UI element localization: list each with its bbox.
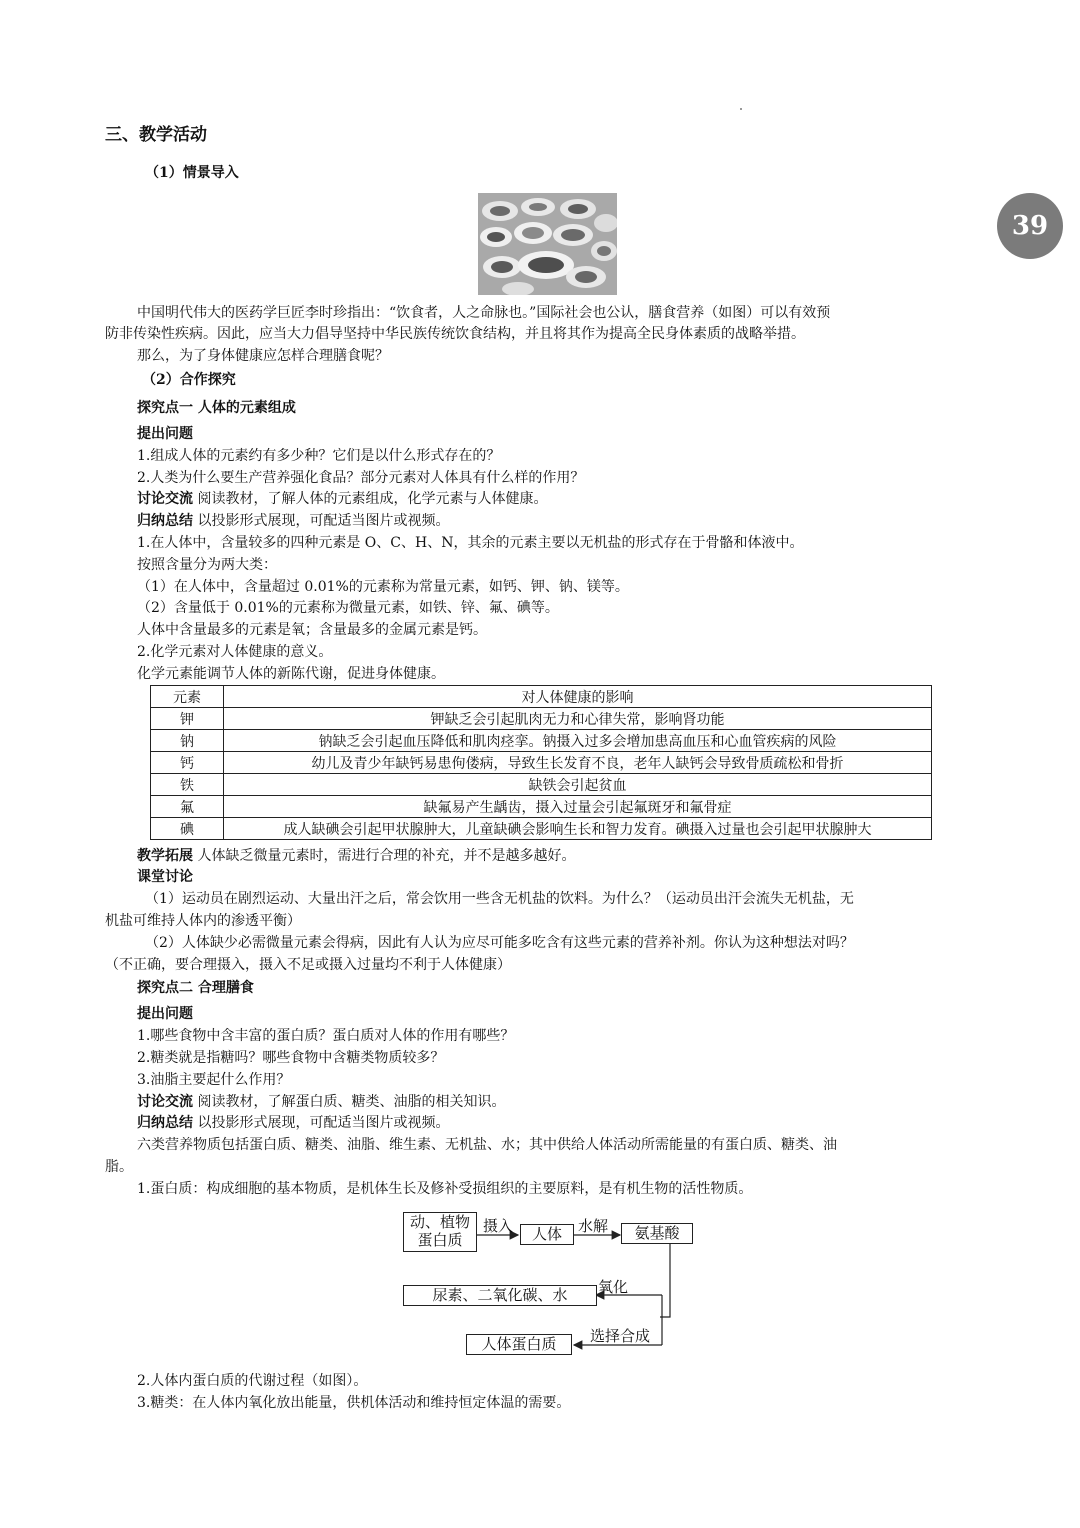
coop-heading: （2）合作探究: [142, 372, 236, 388]
table-row: [151, 818, 932, 840]
flow-box-products: 尿素、二氧化碳、水: [403, 1285, 597, 1306]
flow-box-human-protein: 人体蛋白质: [466, 1334, 572, 1355]
table-cell-effect: 缺氟易产生龋齿，摄入过量会引起氟斑牙和氟骨症: [224, 796, 932, 818]
six-nutrients-line2: 脂。: [105, 1159, 133, 1175]
six-nutrients-line1: 六类营养物质包括蛋白质、糖类、油脂、维生素、无机盐、水；其中供给人体活动所需能量的有蛋白质、糖类、油: [137, 1137, 837, 1153]
point1-q1: 1.组成人体的元素约有多少种？它们是以什么形式存在的？: [137, 448, 501, 464]
discuss-text: 阅读教材，了解人体的元素组成，化学元素与人体健康。: [193, 491, 548, 507]
point2-discuss: [137, 1092, 505, 1112]
flow-food-protein-line1: 动、植物: [409, 1213, 470, 1231]
point2-q3: 3.油脂主要起什么作用？: [137, 1072, 291, 1088]
ext-text: 人体缺乏微量元素时，需进行合理的补充，并不是越多越好。: [193, 848, 576, 864]
point1-s1: 1.在人体中，含量较多的四种元素是 O、C、H、N，其余的元素主要以无机盐的形式存在于骨骼和体液中。: [137, 535, 804, 551]
flow-food-protein-line2: 蛋白质: [417, 1231, 463, 1249]
summary-label: 归纳总结: [137, 513, 193, 529]
summary-text: 以投影形式展现，可配适当图片或视频。: [193, 513, 450, 529]
discuss-q2-line2: （不正确，要合理摄入，摄入不足或摄入过量均不利于人体健康）: [105, 957, 511, 973]
table-cell-element: 钙: [151, 752, 224, 774]
table-cell-element: 氟: [151, 796, 224, 818]
discuss-q1-line2: 机盐可维持人体内的渗透平衡）: [105, 913, 301, 929]
discuss-q1-line1: （1）运动员在剧烈运动、大量出汗之后，常会饮用一些含无机盐的饮料。为什么？（运动员出汗会流失无机盐，无: [145, 891, 854, 907]
scene-heading: （1）情景导入: [145, 165, 239, 181]
flow-label-oxidize: 氧化: [598, 1278, 629, 1296]
discuss-label: 讨论交流: [137, 1094, 193, 1110]
flow-label-hydrolysis: 水解: [578, 1217, 609, 1235]
table-row: [151, 708, 932, 730]
table-header-effect: 对人体健康的影响: [224, 686, 932, 708]
ext-label: 教学拓展: [137, 848, 193, 864]
point1-title: 探究点一 人体的元素组成: [137, 400, 296, 416]
point1-s6: 2.化学元素对人体健康的意义。: [137, 644, 333, 660]
flow-label-ingest: 摄入: [483, 1217, 514, 1235]
discuss-label: 讨论交流: [137, 491, 193, 507]
metabolism-caption: 2.人体内蛋白质的代谢过程（如图）。: [137, 1373, 368, 1389]
table-cell-effect: 幼儿及青少年缺钙易患佝偻病，导致生长发育不良，老年人缺钙会导致骨质疏松和骨折: [224, 752, 932, 774]
point1-s3: （1）在人体中，含量超过 0.01%的元素称为常量元素，如钙、钾、钠、镁等。: [137, 579, 629, 595]
scene-paragraph-line1: 中国明代伟大的医药学巨匠李时珍指出：“饮食者，人之命脉也。”国际社会也公认，膳食营养（如图）可以有效预: [137, 305, 831, 321]
point2-q1: 1.哪些食物中含丰富的蛋白质？蛋白质对人体的作用有哪些？: [137, 1028, 515, 1044]
point2-q2: 2.糖类就是指糖吗？哪些食物中含糖类物质较多？: [137, 1050, 445, 1066]
point1-s4: （2）含量低于 0.01%的元素称为微量元素，如铁、锌、氟、碘等。: [137, 600, 559, 616]
point1-s5: 人体中含量最多的元素是氧；含量最多的金属元素是钙。: [137, 622, 487, 638]
table-cell-element: 钾: [151, 708, 224, 730]
table-cell-element: 钠: [151, 730, 224, 752]
table-header-element: 元素: [151, 686, 224, 708]
dishes-photo: [478, 193, 617, 295]
class-discuss-label: 课堂讨论: [137, 869, 193, 885]
flow-label-synthesis: 选择合成: [590, 1327, 651, 1345]
discuss-q2-line1: （2）人体缺少必需微量元素会得病，因此有人认为应尽可能多吃含有这些元素的营养补剂。你认为这种想法对吗？: [145, 935, 854, 951]
table-row: [151, 796, 932, 818]
point2-summary: [137, 1113, 449, 1133]
flow-box-amino-acid: 氨基酸: [621, 1223, 693, 1244]
table-cell-effect: 成人缺碘会引起甲状腺肿大，儿童缺碘会影响生长和智力发育。碘摄入过量也会引起甲状腺肿大: [224, 818, 932, 840]
point1-q2: 2.人类为什么要生产营养强化食品？部分元素对人体具有什么样的作用？: [137, 470, 585, 486]
scan-dot: [740, 108, 742, 110]
point2-title: 探究点二 合理膳食: [137, 980, 254, 996]
sugar-definition: 3.糖类：在人体内氧化放出能量，供机体活动和维持恒定体温的需要。: [137, 1395, 571, 1411]
table-cell-effect: 缺铁会引起贫血: [224, 774, 932, 796]
scene-paragraph-line2: 防非传染性疾病。因此，应当大力倡导坚持中华民族传统饮食结构，并且将其作为提高全民身体素质的战略举措。: [105, 326, 805, 342]
element-health-table: [150, 685, 932, 840]
flow-box-body: 人体: [520, 1224, 574, 1245]
table-cell-element: 碘: [151, 818, 224, 840]
page-number-badge: 39: [997, 193, 1063, 259]
protein-definition: 1.蛋白质：构成细胞的基本物质，是机体生长及修补受损组织的主要原料，是有机生物的活性物质。: [137, 1181, 753, 1197]
point1-s7: 化学元素能调节人体的新陈代谢，促进身体健康。: [137, 666, 445, 682]
table-cell-effect: 钾缺乏会引起肌肉无力和心律失常，影响肾功能: [224, 708, 932, 730]
section-title: 三、教学活动: [105, 125, 207, 145]
table-cell-element: 铁: [151, 774, 224, 796]
teaching-extension: [137, 846, 575, 866]
discuss-text: 阅读教材，了解蛋白质、糖类、油脂的相关知识。: [193, 1094, 506, 1110]
point1-ask-label: 提出问题: [137, 426, 193, 442]
table-row: [151, 752, 932, 774]
summary-label: 归纳总结: [137, 1115, 193, 1131]
point1-s2: 按照含量分为两大类：: [137, 557, 277, 573]
point2-ask-label: 提出问题: [137, 1006, 193, 1022]
table-row: [151, 730, 932, 752]
flow-box-food-protein: [403, 1212, 477, 1252]
scene-question: 那么，为了身体健康应怎样合理膳食呢？: [137, 348, 389, 364]
point1-discuss: [137, 489, 547, 509]
table-cell-effect: 钠缺乏会引起血压降低和肌肉痉挛。钠摄入过多会增加患高血压和心血管疾病的风险: [224, 730, 932, 752]
summary-text: 以投影形式展现，可配适当图片或视频。: [193, 1115, 450, 1131]
table-header-row: [151, 686, 932, 708]
table-row: [151, 774, 932, 796]
point1-summary: [137, 511, 449, 531]
